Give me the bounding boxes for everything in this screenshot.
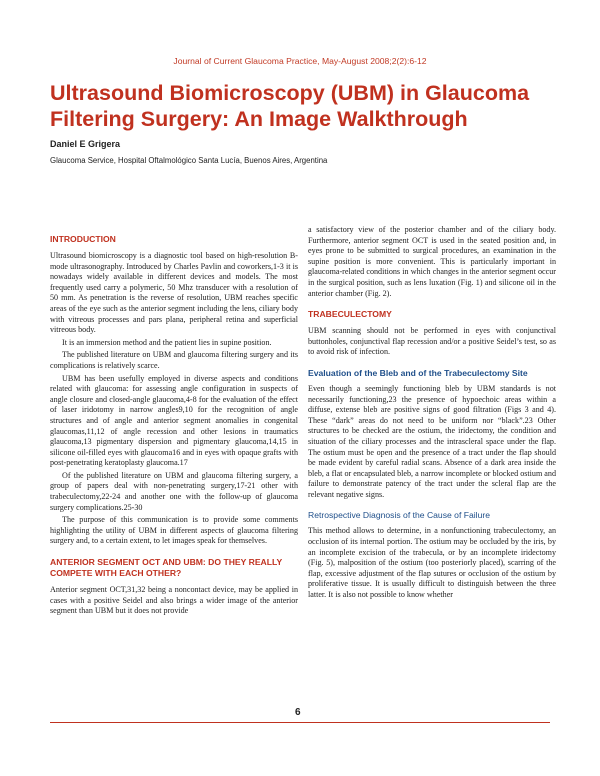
paragraph: The purpose of this communication is to provide some comments highlighting the utility of UBM in different aspects of glaucoma filtering surgery and, to a certain extent, to let images speak for themselves. — [50, 515, 298, 546]
subsection-heading-bleb: Evaluation of the Bleb and of the Trabeculectomy Site — [308, 367, 528, 378]
left-column — [50, 234, 298, 619]
section-heading-oct-ubm: ANTERIOR SEGMENT OCT AND UBM: DO THEY REALLY COMPETE WITH EACH OTHER? — [50, 557, 283, 579]
paragraph: Anterior segment OCT,31,32 being a noncontact device, may be applied in cases with a positive Seidel and also brings a wider image of the anterior segment than UBM but it does not provide — [50, 585, 298, 616]
paragraph: Even though a seemingly functioning bleb by UBM standards is not necessarily functioning,23 the presence of hypoechoic areas within a diffuse, extense bleb are positive signs of good filtration (Figs 3 and 4). These “dark” areas do not need to be uniform nor “black”.23 Other structures to be checked are the ostium, the iridectomy, the condition and situation of the ciliary processes and the intrascleral space under the flap. The ostium must be open and the presence of a tract under the flap should be made evident by careful radial scans. Absence of a dark area inside the bleb, a flat or encapsulated bleb, a narrow incomplete or blocked ostium and failure to demonstrate patency of the tract under the scleral flap are the relevant negative signs. — [308, 383, 556, 499]
paragraph: UBM scanning should not be performed in eyes with conjunctival buttonholes, conjunctival flap recession and/or a positive Seidel’s test, so as to avoid risk of infection. — [308, 326, 556, 357]
paragraph: a satisfactory view of the posterior chamber and of the ciliary body. Furthermore, anterior segment OCT is used in the seated position and, in eyes prone to be submitted to surgical procedures, an examination in the supine position is more convenient. This is particularly important in glaucoma-related conditions in which changes in the anterior segment occur in the surgical position, such as lens luxation (Fig. 1) and silicone oil in the anterior chamber (Fig. 2). — [308, 225, 556, 298]
right-column — [308, 225, 556, 603]
journal-citation: Journal of Current Glaucoma Practice, May-August 2008;2(2):6-12 — [173, 56, 427, 66]
section-heading-introduction: INTRODUCTION — [50, 234, 116, 244]
paragraph: Of the published literature on UBM and glaucoma filtering surgery, a group of papers deal with non-penetrating surgery,17-21 other with trabeculectomy,22-24 and another one with the follow-up of glaucoma surgery complications.25-30 — [50, 470, 298, 512]
paragraph: The published literature on UBM and glaucoma filtering surgery and its complications is relatively scarce. — [50, 350, 298, 370]
paragraph: UBM has been usefully employed in diverse aspects and conditions related with glaucoma: for assessing angle configuration in suspects of angle closure and closed-angle glaucoma,4-8 for the evaluation of the effect of laser iridotomy in narrow angles9,10 for the recognition of angle structures and of angle and anterior segment anomalies in congenital glaucomas,11,12 of angle recession and other lesions in traumatics glaucoma,13 pigmentary dispersion and pigmentary glaucoma,14,15 in silicone oil-filled eyes with glaucoma16 and in eyes with opaque grafts with post-penetrating keratoplasty glaucoma.17 — [50, 373, 298, 468]
paragraph: It is an immersion method and the patient lies in supine position. — [62, 337, 272, 347]
author-affiliation: Glaucoma Service, Hospital Oftalmológico Santa Lucía, Buenos Aires, Argentina — [50, 156, 328, 165]
subsection-heading-failure: Retrospective Diagnosis of the Cause of Failure — [308, 510, 490, 521]
section-heading-trabeculectomy: TRABECULECTOMY — [308, 309, 392, 320]
author-name: Daniel E Grigera — [50, 139, 121, 149]
page-number: 6 — [295, 707, 301, 718]
article-title: Ultrasound Biomicroscopy (UBM) in Glaucoma Filtering Surgery: An Image Walkthrough — [50, 81, 530, 131]
paragraph: This method allows to determine, in a nonfunctioning trabeculectomy, an occlusion of its internal portion. The ostium may be occluded by the iris, by an incomplete excision of the trabecula, or by an incomplete iridectomy (Fig. 5), malposition of the ostium (too posteriorly placed), scarring of the flap, excessive adjustment of the flap sutures or occlusion of the ostium by proliferative tissue. It is usually difficult to distinguish between the three latter. It is also not possible to know whether — [308, 526, 556, 600]
paragraph: Ultrasound biomicroscopy is a diagnostic tool based on high-resolution B-mode ultrasonography. Introduced by Charles Pavlin and coworkers,1-3 it is nowadays widely available in different devices and models. The most frequently used carry a polymeric, 50 Mhz transducer with a resolution of 50 mm. As penetration is the reverse of resolution, UBM reaches specific areas of the eye such as the anterior segment including the lens, ciliary body with vitreous processes and pars plana, peripheral retina and superficial vitreous body. — [50, 251, 298, 335]
footer-rule — [50, 722, 550, 723]
